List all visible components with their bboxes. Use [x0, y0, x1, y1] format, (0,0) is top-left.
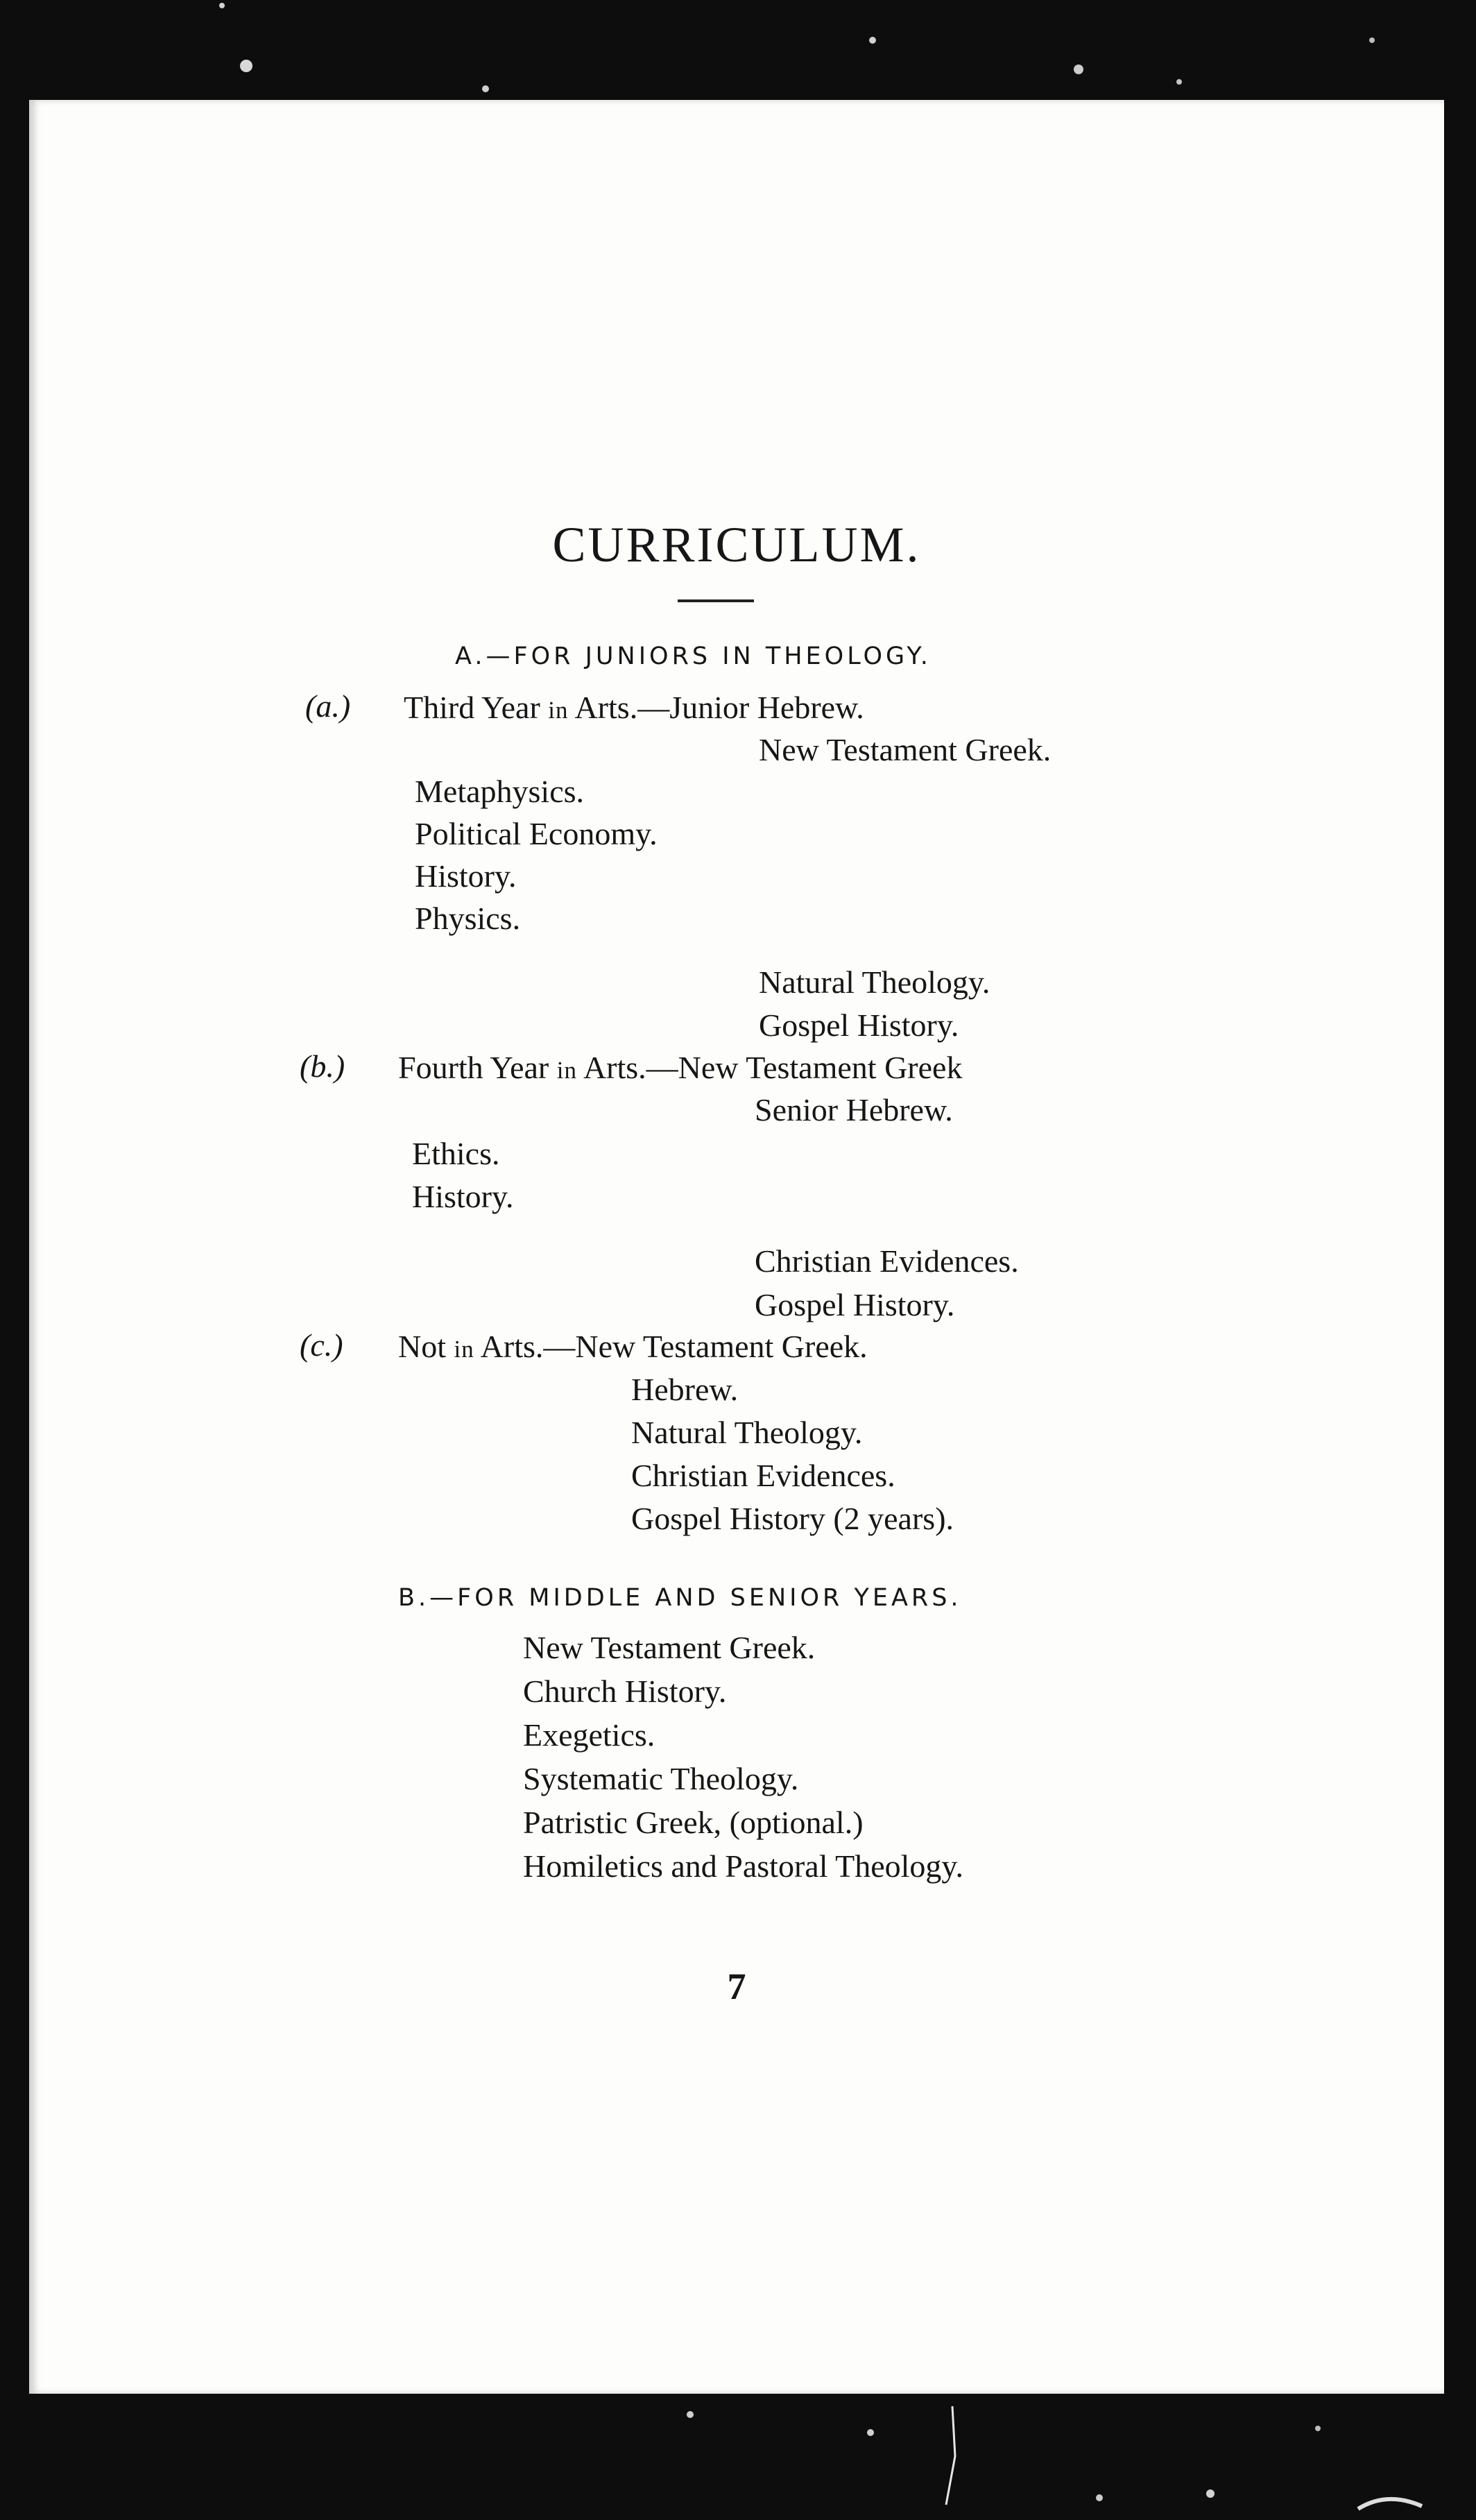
section-a-heading: A.—FOR JUNIORS IN THEOLOGY. — [455, 642, 932, 670]
list-item: Christian Evidences. — [631, 1458, 895, 1493]
intro-word: Fourth — [398, 1050, 483, 1085]
entry-b-second: Senior Hebrew. — [755, 1092, 953, 1127]
list-item: Gospel History. — [759, 1007, 959, 1043]
list-item: Church History. — [523, 1674, 727, 1709]
list-item: Metaphysics. — [415, 774, 585, 809]
intro-word: in — [556, 1057, 577, 1084]
document-page — [29, 100, 1444, 2394]
list-item: Homiletics and Pastoral Theology. — [523, 1848, 963, 1884]
page-number: 7 — [727, 1966, 746, 2007]
intro-word: Arts — [583, 1050, 639, 1085]
list-item: Hebrew. — [631, 1372, 739, 1407]
page-title: CURRICULUM. — [552, 517, 921, 572]
list-item: New Testament Greek. — [523, 1630, 816, 1665]
intro-word: Arts — [480, 1329, 535, 1364]
list-item: Ethics. — [412, 1136, 500, 1171]
list-item: Natural Theology. — [759, 964, 990, 1000]
intro-word: Year — [481, 690, 540, 725]
list-item: Natural Theology. — [631, 1415, 863, 1450]
entry-a-intro — [404, 692, 864, 724]
list-item: Physics. — [415, 901, 521, 936]
list-item: Gospel History (2 years). — [631, 1501, 954, 1536]
entry-b-first-subject: .—New Testament Greek — [638, 1050, 963, 1085]
title-rule — [678, 599, 754, 602]
list-item: History. — [412, 1179, 514, 1214]
entry-a-first-subject: .—Junior Hebrew. — [629, 690, 864, 725]
intro-word: Year — [490, 1050, 549, 1085]
section-b-heading: B.—FOR MIDDLE AND SENIOR YEARS. — [398, 1584, 962, 1612]
list-item: Christian Evidences. — [755, 1243, 1019, 1279]
entry-a-greek: New Testament Greek. — [759, 732, 1052, 767]
entry-c-intro — [398, 1331, 868, 1363]
intro-word: in — [454, 1336, 474, 1363]
marker-b: (b.) — [300, 1048, 345, 1084]
intro-word: in — [548, 697, 569, 724]
entry-b-intro — [398, 1052, 962, 1084]
marker-c: (c.) — [300, 1327, 343, 1363]
entry-c-first-subject: .—New Testament Greek. — [535, 1329, 868, 1364]
marker-a: (a.) — [305, 688, 351, 724]
list-item: Patristic Greek, (optional.) — [523, 1805, 864, 1840]
intro-word: Arts — [574, 690, 630, 725]
list-item: Exegetics. — [523, 1717, 655, 1753]
list-item: Political Economy. — [415, 816, 658, 851]
list-item: History. — [415, 858, 517, 894]
intro-word: Not — [398, 1329, 446, 1364]
list-item: Gospel History. — [755, 1287, 955, 1322]
list-item: Systematic Theology. — [523, 1761, 799, 1796]
intro-word: Third — [404, 690, 475, 725]
